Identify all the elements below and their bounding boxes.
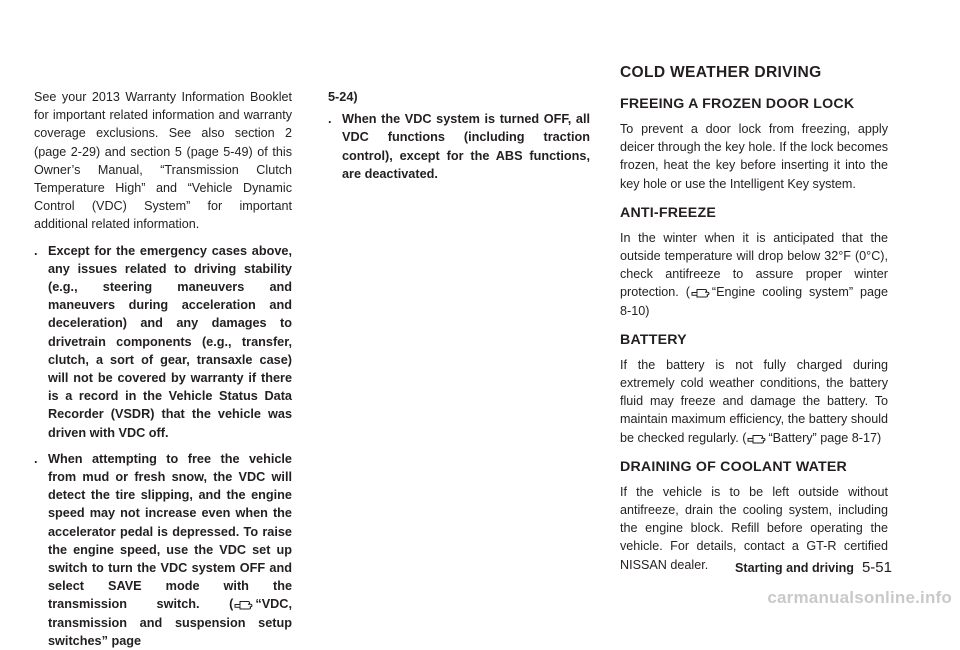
left-column: [34, 88, 292, 650]
intro-paragraph: See your 2013 Warranty Information Booklet for important related information and warranty coverage exclusions. See also section 2 (page 2-29) and section 5 (page 5-49) of this Owner’s Manual, “Transmission Clutch Temperature High” and “Vehicle Dynamic Control (VDC) System” for important additional related information.: [34, 90, 292, 232]
bullet-item: [34, 242, 292, 442]
bullet-free-vehicle-reference: “VDC, transmission and suspension setup switches” page: [48, 597, 292, 648]
bullet-text-vdc-off: When the VDC system is turned OFF, all VDC functions (including traction control), except for the ABS functions, are deactivated.: [342, 112, 590, 181]
bullet-dot: .: [328, 112, 332, 127]
page-footer: [735, 560, 892, 576]
subsection-title-battery: BATTERY: [620, 331, 687, 348]
right-column: [620, 64, 888, 574]
bullet-dot: .: [34, 243, 38, 258]
footer-chapter-title: Starting and driving: [735, 561, 854, 575]
hand-pointer-icon: [691, 286, 711, 298]
hand-pointer-icon: [234, 598, 254, 610]
site-watermark: carmanualsonline.info: [767, 588, 952, 607]
subsection-title-door-lock: FREEING A FROZEN DOOR LOCK: [620, 96, 855, 112]
door-lock-paragraph: To prevent a door lock from freezing, apply deicer through the key hole. If the lock becomes frozen, heat the key before inserting it into the key hole or use the Intelligent Key system.: [620, 122, 888, 191]
battery-paragraph: [620, 356, 888, 447]
footer-page-number: 5-51: [861, 559, 892, 576]
anti-freeze-paragraph: [620, 229, 888, 320]
anti-freeze-reference: “Engine cooling system” page 8-10): [620, 285, 888, 318]
bullet-item: [328, 110, 590, 183]
subsection-title-coolant: DRAINING OF COOLANT WATER: [620, 458, 847, 475]
coolant-paragraph: If the vehicle is to be left outside without antifreeze, drain the cooling system, including the engine block. Refill before operating the vehicle. For details, contact a GT-R certified NISSAN dealer.: [620, 484, 888, 572]
bullet-text-warranty: Except for the emergency cases above, any issues related to driving stability (e.g., steering maneuvers and maneuvers during acceleration and deceleration) and any damages to drivetrain components (e.g., transfer, clutch, a sort of gear, transaxle case) will not be covered by warranty if there is a record in the Vehicle Status Data Recorder (VSDR) that the vehicle was driven with VDC off.: [48, 243, 292, 440]
hand-pointer-icon: [747, 432, 767, 444]
bullet-text-free-vehicle: [48, 450, 292, 650]
subsection-title-anti-freeze: ANTI-FREEZE: [620, 204, 716, 221]
middle-column: [328, 88, 590, 183]
continued-reference: 5-24): [328, 90, 358, 104]
battery-body: If the battery is not fully charged during extremely cold weather conditions, the battery fluid may freeze and damage the battery. To maintain maximum efficiency, the battery should be checked regularly. (: [620, 357, 888, 445]
section-title: COLD WEATHER DRIVING: [620, 64, 822, 81]
bullet-item: [34, 450, 292, 650]
anti-freeze-body: In the winter when it is anticipated that the outside temperature will drop below 32°F (0°C), check antifreeze to assure proper winter protection. (: [620, 230, 888, 300]
bullet-dot: .: [34, 451, 38, 466]
bullet-free-vehicle-body: When attempting to free the vehicle from mud or fresh snow, the VDC will detect the tire slipping, and the engine speed may not increase even when the accelerator pedal is depressed. To raise the engine speed, use the VDC set up switch to turn the VDC system OFF and select SAVE mode with the transmission switch. (: [48, 451, 292, 612]
battery-reference: “Battery” page 8-17): [768, 430, 882, 445]
